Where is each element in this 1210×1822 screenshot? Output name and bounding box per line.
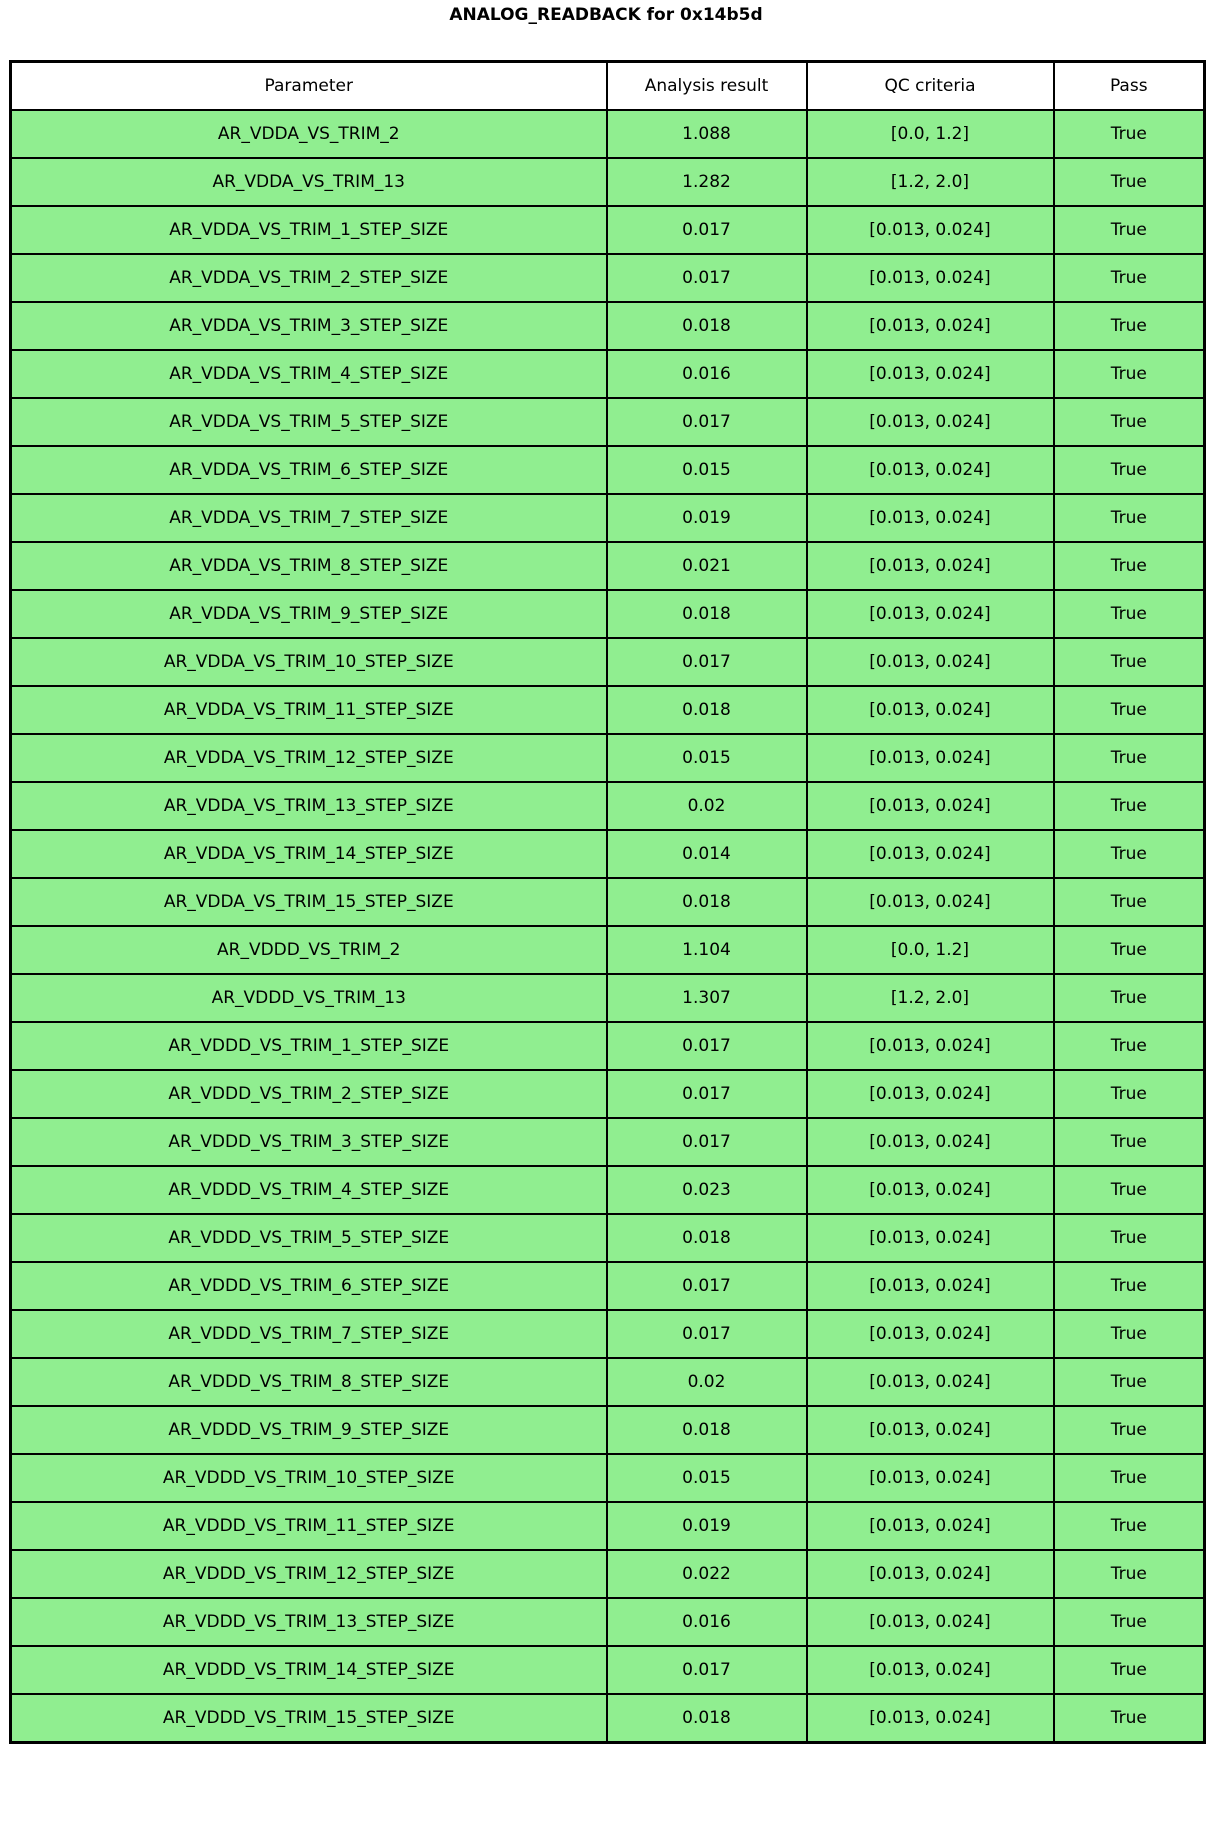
parameter-cell: AR_VDDD_VS_TRIM_14_STEP_SIZE [11,1646,607,1694]
parameter-cell: AR_VDDA_VS_TRIM_8_STEP_SIZE [11,542,607,590]
pass-cell: True [1054,1214,1205,1262]
parameter-cell: AR_VDDD_VS_TRIM_15_STEP_SIZE [11,1694,607,1743]
pass-cell: True [1054,446,1205,494]
parameter-cell: AR_VDDA_VS_TRIM_5_STEP_SIZE [11,398,607,446]
result-cell: 0.019 [607,1502,807,1550]
result-cell: 0.015 [607,446,807,494]
result-cell: 0.017 [607,1646,807,1694]
table-row [11,1310,1205,1358]
pass-cell: True [1054,878,1205,926]
table-row [11,1118,1205,1166]
criteria-cell: [0.013, 0.024] [807,1214,1054,1262]
table-row [11,734,1205,782]
criteria-cell: [0.013, 0.024] [807,1166,1054,1214]
parameter-cell: AR_VDDD_VS_TRIM_13_STEP_SIZE [11,1598,607,1646]
table-row [11,1022,1205,1070]
table-row [11,1598,1205,1646]
pass-cell: True [1054,494,1205,542]
pass-cell: True [1054,1070,1205,1118]
page-title: ANALOG_READBACK for 0x14b5d [449,5,763,25]
parameter-cell: AR_VDDA_VS_TRIM_2_STEP_SIZE [11,254,607,302]
criteria-cell: [0.013, 0.024] [807,734,1054,782]
parameter-cell: AR_VDDD_VS_TRIM_7_STEP_SIZE [11,1310,607,1358]
result-cell: 1.282 [607,158,807,206]
criteria-cell: [0.013, 0.024] [807,1022,1054,1070]
criteria-cell: [0.013, 0.024] [807,446,1054,494]
pass-cell: True [1054,590,1205,638]
parameter-cell: AR_VDDA_VS_TRIM_15_STEP_SIZE [11,878,607,926]
table-row [11,878,1205,926]
table-row [11,1454,1205,1502]
pass-cell: True [1054,1694,1205,1743]
parameter-cell: AR_VDDA_VS_TRIM_3_STEP_SIZE [11,302,607,350]
criteria-cell: [0.013, 0.024] [807,302,1054,350]
pass-cell: True [1054,542,1205,590]
result-cell: 0.018 [607,686,807,734]
result-cell: 0.017 [607,1070,807,1118]
qc-results-table [9,60,1206,1744]
criteria-cell: [0.013, 0.024] [807,1646,1054,1694]
parameter-cell: AR_VDDD_VS_TRIM_13 [11,974,607,1022]
criteria-cell: [0.013, 0.024] [807,494,1054,542]
parameter-cell: AR_VDDD_VS_TRIM_6_STEP_SIZE [11,1262,607,1310]
criteria-cell: [0.013, 0.024] [807,1358,1054,1406]
pass-cell: True [1054,158,1205,206]
parameter-cell: AR_VDDA_VS_TRIM_10_STEP_SIZE [11,638,607,686]
criteria-cell: [0.013, 0.024] [807,1694,1054,1743]
criteria-cell: [1.2, 2.0] [807,158,1054,206]
pass-cell: True [1054,926,1205,974]
criteria-cell: [0.013, 0.024] [807,1070,1054,1118]
result-cell: 0.02 [607,782,807,830]
criteria-cell: [0.013, 0.024] [807,1262,1054,1310]
column-header-pass: Pass [1054,62,1205,111]
result-cell: 0.017 [607,206,807,254]
result-cell: 0.015 [607,734,807,782]
result-cell: 1.088 [607,110,807,158]
table-row [11,1550,1205,1598]
pass-cell: True [1054,974,1205,1022]
pass-cell: True [1054,350,1205,398]
criteria-cell: [0.013, 0.024] [807,1598,1054,1646]
pass-cell: True [1054,398,1205,446]
pass-cell: True [1054,782,1205,830]
criteria-cell: [0.013, 0.024] [807,686,1054,734]
table-row [11,686,1205,734]
table-row [11,926,1205,974]
parameter-cell: AR_VDDA_VS_TRIM_1_STEP_SIZE [11,206,607,254]
criteria-cell: [0.013, 0.024] [807,1454,1054,1502]
parameter-cell: AR_VDDA_VS_TRIM_13_STEP_SIZE [11,782,607,830]
parameter-cell: AR_VDDD_VS_TRIM_5_STEP_SIZE [11,1214,607,1262]
criteria-cell: [1.2, 2.0] [807,974,1054,1022]
result-cell: 0.016 [607,350,807,398]
parameter-cell: AR_VDDD_VS_TRIM_2 [11,926,607,974]
result-cell: 0.018 [607,1694,807,1743]
criteria-cell: [0.013, 0.024] [807,254,1054,302]
parameter-cell: AR_VDDD_VS_TRIM_9_STEP_SIZE [11,1406,607,1454]
result-cell: 0.018 [607,878,807,926]
table-row [11,1358,1205,1406]
table-row [11,158,1205,206]
table-row [11,494,1205,542]
result-cell: 0.019 [607,494,807,542]
parameter-cell: AR_VDDA_VS_TRIM_4_STEP_SIZE [11,350,607,398]
parameter-cell: AR_VDDA_VS_TRIM_2 [11,110,607,158]
table-row [11,350,1205,398]
parameter-cell: AR_VDDD_VS_TRIM_1_STEP_SIZE [11,1022,607,1070]
pass-cell: True [1054,638,1205,686]
parameter-cell: AR_VDDA_VS_TRIM_9_STEP_SIZE [11,590,607,638]
table-row [11,974,1205,1022]
criteria-cell: [0.013, 0.024] [807,1310,1054,1358]
pass-cell: True [1054,1454,1205,1502]
pass-cell: True [1054,1502,1205,1550]
table-row [11,302,1205,350]
criteria-cell: [0.013, 0.024] [807,350,1054,398]
criteria-cell: [0.013, 0.024] [807,1550,1054,1598]
table-row [11,1406,1205,1454]
table-row [11,1070,1205,1118]
result-cell: 0.017 [607,1262,807,1310]
pass-cell: True [1054,110,1205,158]
result-cell: 0.017 [607,254,807,302]
criteria-cell: [0.0, 1.2] [807,926,1054,974]
table-row [11,590,1205,638]
pass-cell: True [1054,254,1205,302]
pass-cell: True [1054,1118,1205,1166]
parameter-cell: AR_VDDA_VS_TRIM_11_STEP_SIZE [11,686,607,734]
parameter-cell: AR_VDDA_VS_TRIM_6_STEP_SIZE [11,446,607,494]
table-row [11,782,1205,830]
result-cell: 0.02 [607,1358,807,1406]
criteria-cell: [0.013, 0.024] [807,782,1054,830]
result-cell: 0.017 [607,398,807,446]
column-header-analysis-result: Analysis result [607,62,807,111]
criteria-cell: [0.013, 0.024] [807,590,1054,638]
result-cell: 0.018 [607,1406,807,1454]
result-cell: 0.014 [607,830,807,878]
parameter-cell: AR_VDDD_VS_TRIM_12_STEP_SIZE [11,1550,607,1598]
table-row [11,1166,1205,1214]
result-cell: 0.015 [607,1454,807,1502]
pass-cell: True [1054,1262,1205,1310]
table-row [11,398,1205,446]
pass-cell: True [1054,1646,1205,1694]
column-header-parameter: Parameter [11,62,607,111]
result-cell: 0.016 [607,1598,807,1646]
column-header-qc-criteria: QC criteria [807,62,1054,111]
pass-cell: True [1054,734,1205,782]
parameter-cell: AR_VDDD_VS_TRIM_8_STEP_SIZE [11,1358,607,1406]
table-row [11,542,1205,590]
parameter-cell: AR_VDDD_VS_TRIM_10_STEP_SIZE [11,1454,607,1502]
table-row [11,1694,1205,1743]
result-cell: 0.018 [607,302,807,350]
pass-cell: True [1054,1166,1205,1214]
parameter-cell: AR_VDDD_VS_TRIM_11_STEP_SIZE [11,1502,607,1550]
criteria-cell: [0.013, 0.024] [807,638,1054,686]
pass-cell: True [1054,830,1205,878]
table-row [11,830,1205,878]
parameter-cell: AR_VDDA_VS_TRIM_12_STEP_SIZE [11,734,607,782]
parameter-cell: AR_VDDD_VS_TRIM_3_STEP_SIZE [11,1118,607,1166]
pass-cell: True [1054,1598,1205,1646]
criteria-cell: [0.0, 1.2] [807,110,1054,158]
parameter-cell: AR_VDDD_VS_TRIM_2_STEP_SIZE [11,1070,607,1118]
result-cell: 0.021 [607,542,807,590]
criteria-cell: [0.013, 0.024] [807,1502,1054,1550]
pass-cell: True [1054,1550,1205,1598]
criteria-cell: [0.013, 0.024] [807,398,1054,446]
parameter-cell: AR_VDDA_VS_TRIM_7_STEP_SIZE [11,494,607,542]
result-cell: 0.017 [607,638,807,686]
result-cell: 0.017 [607,1022,807,1070]
result-cell: 0.018 [607,1214,807,1262]
result-cell: 1.104 [607,926,807,974]
parameter-cell: AR_VDDA_VS_TRIM_13 [11,158,607,206]
result-cell: 0.018 [607,590,807,638]
pass-cell: True [1054,302,1205,350]
table-row [11,1214,1205,1262]
table-row [11,206,1205,254]
table-header-row [11,62,1205,111]
pass-cell: True [1054,206,1205,254]
criteria-cell: [0.013, 0.024] [807,542,1054,590]
criteria-cell: [0.013, 0.024] [807,1406,1054,1454]
result-cell: 0.017 [607,1118,807,1166]
table-row [11,446,1205,494]
result-cell: 0.017 [607,1310,807,1358]
table-row [11,638,1205,686]
parameter-cell: AR_VDDA_VS_TRIM_14_STEP_SIZE [11,830,607,878]
table-row [11,1502,1205,1550]
table-row [11,110,1205,158]
criteria-cell: [0.013, 0.024] [807,830,1054,878]
criteria-cell: [0.013, 0.024] [807,1118,1054,1166]
criteria-cell: [0.013, 0.024] [807,206,1054,254]
table-row [11,254,1205,302]
pass-cell: True [1054,686,1205,734]
result-cell: 1.307 [607,974,807,1022]
pass-cell: True [1054,1310,1205,1358]
pass-cell: True [1054,1022,1205,1070]
criteria-cell: [0.013, 0.024] [807,878,1054,926]
pass-cell: True [1054,1358,1205,1406]
result-cell: 0.022 [607,1550,807,1598]
result-cell: 0.023 [607,1166,807,1214]
parameter-cell: AR_VDDD_VS_TRIM_4_STEP_SIZE [11,1166,607,1214]
pass-cell: True [1054,1406,1205,1454]
table-row [11,1262,1205,1310]
table-row [11,1646,1205,1694]
